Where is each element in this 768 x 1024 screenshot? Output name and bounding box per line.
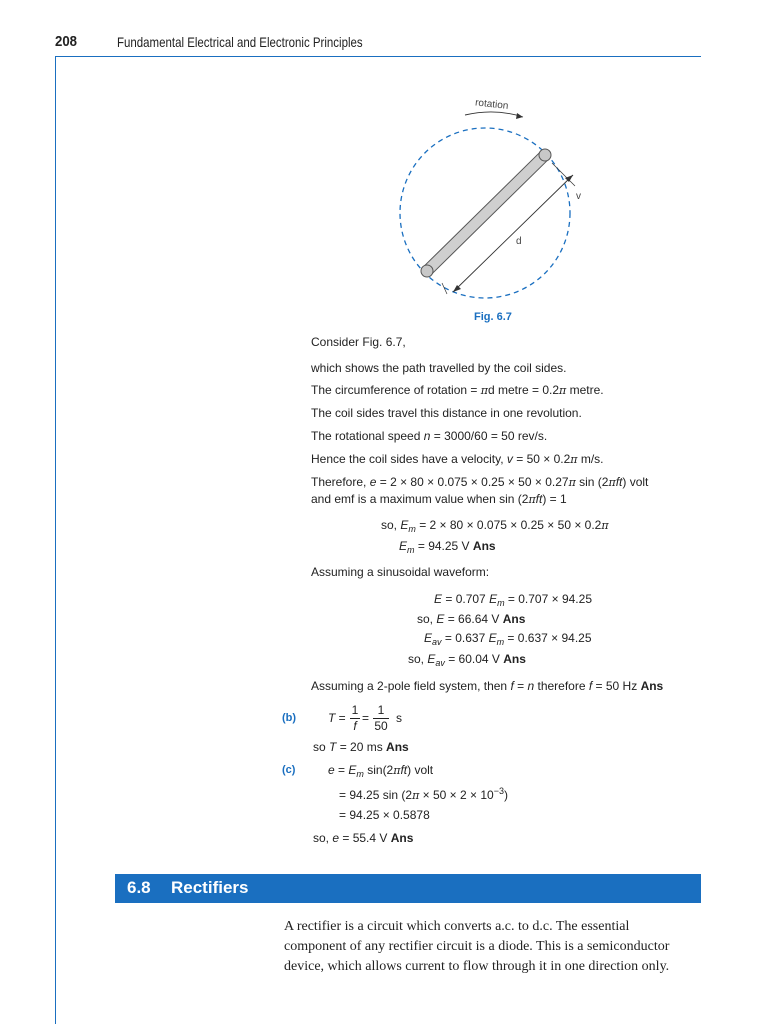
figure-caption: Fig. 6.7: [474, 311, 512, 323]
page-number: 208: [55, 33, 78, 50]
period-equals: =: [362, 711, 370, 725]
margin-rule: [55, 56, 56, 1024]
coil-rotation-figure: [395, 93, 595, 308]
part-b-label: (b): [282, 712, 297, 724]
instantaneous-emf-product: = 94.25 × 0.5878: [339, 808, 430, 822]
circumference-line: The circumference of rotation = πd metre = 0.2π metre.: [311, 383, 604, 397]
instantaneous-emf-result: so, e = 55.4 V Ans: [313, 831, 414, 845]
two-pole-line: Assuming a 2-pole field system, then f = n therefore f = 50 Hz Ans: [311, 679, 664, 693]
period-unit: s: [396, 711, 402, 725]
em-equation-1: so, $E_m = 2 \times 80 \times 0.075 \times 0.25 \times 50 \times 0.2\pi$: [381, 518, 609, 534]
extension-tick-top: [552, 163, 575, 186]
average-result: so, $E_{av} = 60.04$ V Ans: [408, 652, 526, 668]
emf-max-line: and emf is a maximum value when sin (2πft) = 1: [311, 492, 567, 506]
section-number: 6.8: [127, 878, 151, 897]
running-title: Fundamental Electrical and Electronic Principles: [117, 34, 363, 50]
header-rule: [55, 56, 701, 57]
page-header: [0, 33, 768, 53]
period-result: so T = 20 ms Ans: [313, 740, 409, 754]
average-equation: $E_{av} = 0.637$ $E_m = 0.637 \times 94.25$: [424, 631, 592, 647]
coil-conductor-fill: [427, 155, 545, 271]
diameter-label: d: [516, 236, 522, 247]
rotation-arrow: [465, 112, 523, 117]
part-c-label: (c): [282, 764, 296, 776]
diameter-arrowhead-bottom: [453, 285, 461, 292]
rms-result: so, E = 66.64 V Ans: [417, 612, 526, 626]
coil-end-bottom: [421, 265, 433, 277]
rotational-speed-line: The rotational speed n = 3000/60 = 50 rev/s.: [311, 429, 548, 443]
section-heading-bar: [115, 874, 701, 903]
section-title: Rectifiers: [171, 878, 249, 897]
instantaneous-emf-substitution: = 94.25 $\sin (2\pi \times 50 \times 2 \times 10^{-3})$: [339, 786, 508, 802]
em-equation-2: $E_m = 94.25$ V Ans: [399, 539, 496, 555]
instantaneous-emf-equation: $e = E_m$ sin(2πft) volt: [328, 763, 434, 779]
travel-line: The coil sides travel this distance in one revolution.: [311, 406, 582, 420]
path-line: which shows the path travelled by the coil sides.: [311, 361, 567, 375]
velocity-line: Hence the coil sides have a velocity, v = 50 × 0.2π m/s.: [311, 452, 604, 466]
rectifier-paragraph: A rectifier is a circuit which converts a.c. to d.c. The essential component of any rectifier circuit is a diode. This is a semiconductor device, which allows current to flow through it in one direction only.: [284, 919, 670, 974]
period-equation-lhs: T =: [328, 711, 346, 725]
rms-equation: E = 0.707 $E_m = 0.707 \times 94.25$: [434, 592, 592, 608]
assume-sinusoidal-line: Assuming a sinusoidal waveform:: [311, 565, 490, 579]
therefore-line: Therefore, e = 2 × 80 × 0.075 × 0.25 × 50 × 0.27π sin (2πft) volt: [311, 475, 649, 489]
fraction-one-over-f: 1 f: [351, 703, 359, 733]
consider-line: Consider Fig. 6.7,: [311, 335, 406, 349]
coil-end-top: [539, 149, 551, 161]
rotation-arrowhead: [516, 113, 523, 119]
rotation-label: rotation: [474, 97, 509, 112]
diameter-arrowhead-top: [565, 175, 573, 182]
fraction-one-over-fifty: 1 50: [374, 703, 388, 733]
velocity-label: v: [576, 191, 581, 202]
